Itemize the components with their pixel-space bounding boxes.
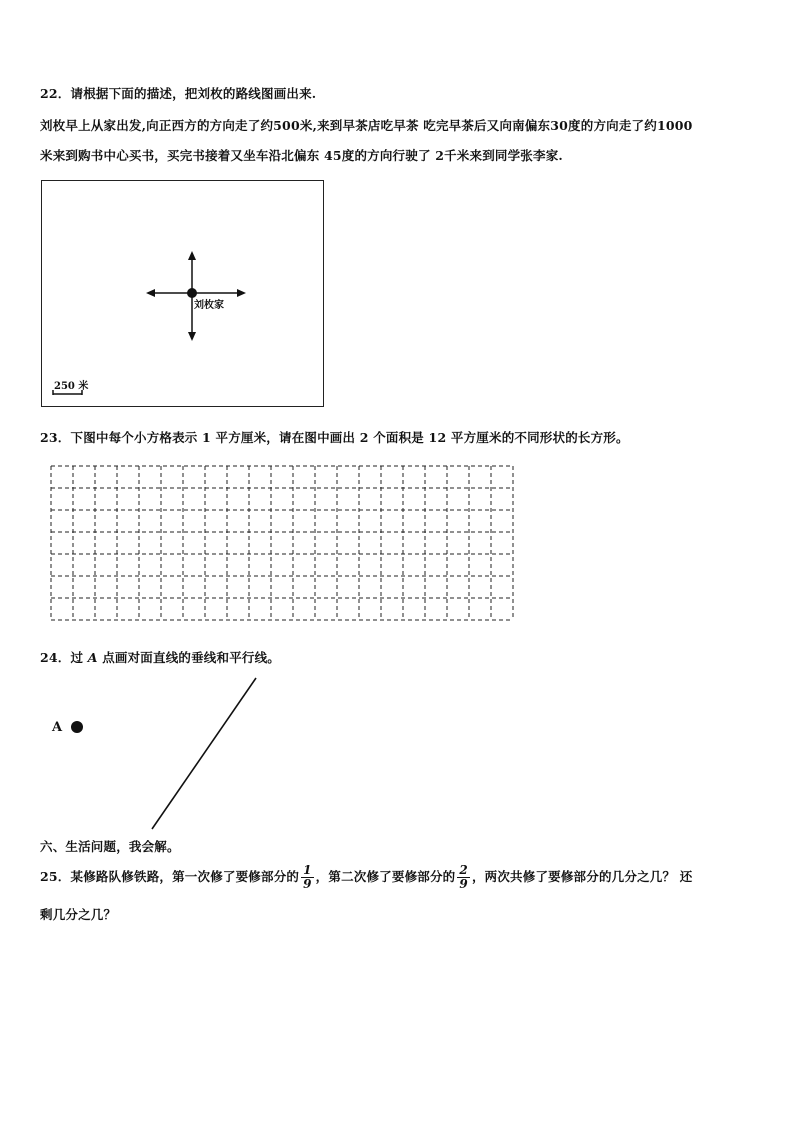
- west-arrow-icon: [146, 289, 155, 297]
- q25-part1: 25．某修路队修铁路，第一次修了要修部分的: [40, 869, 300, 884]
- point-a-dot: [71, 721, 83, 733]
- q24-title-italic: A: [87, 650, 98, 665]
- q24-title-prefix: 24．过: [40, 650, 88, 665]
- frac1-numerator: 1: [303, 863, 312, 877]
- north-arrow-icon: [188, 251, 196, 260]
- frac2-denominator: 9: [459, 877, 468, 891]
- q24-title: [40, 648, 280, 666]
- home-label: 刘枚家: [194, 300, 224, 311]
- q25-part2: ，第二次修了要修部分的: [315, 869, 456, 884]
- q24-title-suffix: 点画对面直线的垂线和平行线。: [97, 650, 281, 665]
- square-grid[interactable]: [50, 465, 514, 625]
- frac2-numerator: 2: [459, 863, 468, 877]
- scale-label: 250 米: [54, 381, 89, 392]
- fraction-two-ninths: [457, 864, 470, 891]
- south-arrow-icon: [188, 332, 196, 341]
- given-line: [152, 678, 256, 829]
- fraction-one-ninth: [301, 864, 314, 891]
- q22-text-line2: 米来到购书中心买书，买完书接着又坐车沿北偏东 45度的方向行驶了 2千米来到同学张李家.: [40, 148, 563, 163]
- q22-text-line1: 刘枚早上从家出发,向正西方的方向走了约500米,来到早茶店吃早茶 吃完早茶后又向南偏东30度的方向走了约1000: [40, 118, 693, 133]
- section6-title: 六、生活问题，我会解。: [40, 839, 180, 854]
- route-map-box[interactable]: [41, 180, 324, 407]
- q25-part3: ，两次共修了要修部分的几分之几？ 还: [471, 869, 693, 884]
- compass-cross: [42, 181, 325, 408]
- q25-line1: [40, 862, 692, 892]
- q22-title: 22．请根据下面的描述，把刘枚的路线图画出来.: [40, 86, 317, 101]
- frac1-denominator: 9: [303, 877, 312, 891]
- point-a-label: A: [52, 720, 63, 735]
- q23-title: 23．下图中每个小方格表示 1 平方厘米，请在图中画出 2 个面积是 12 平方厘米的不同形状的长方形。: [40, 430, 629, 445]
- q25-line2: 剩几分之几？: [40, 907, 117, 922]
- east-arrow-icon: [237, 289, 246, 297]
